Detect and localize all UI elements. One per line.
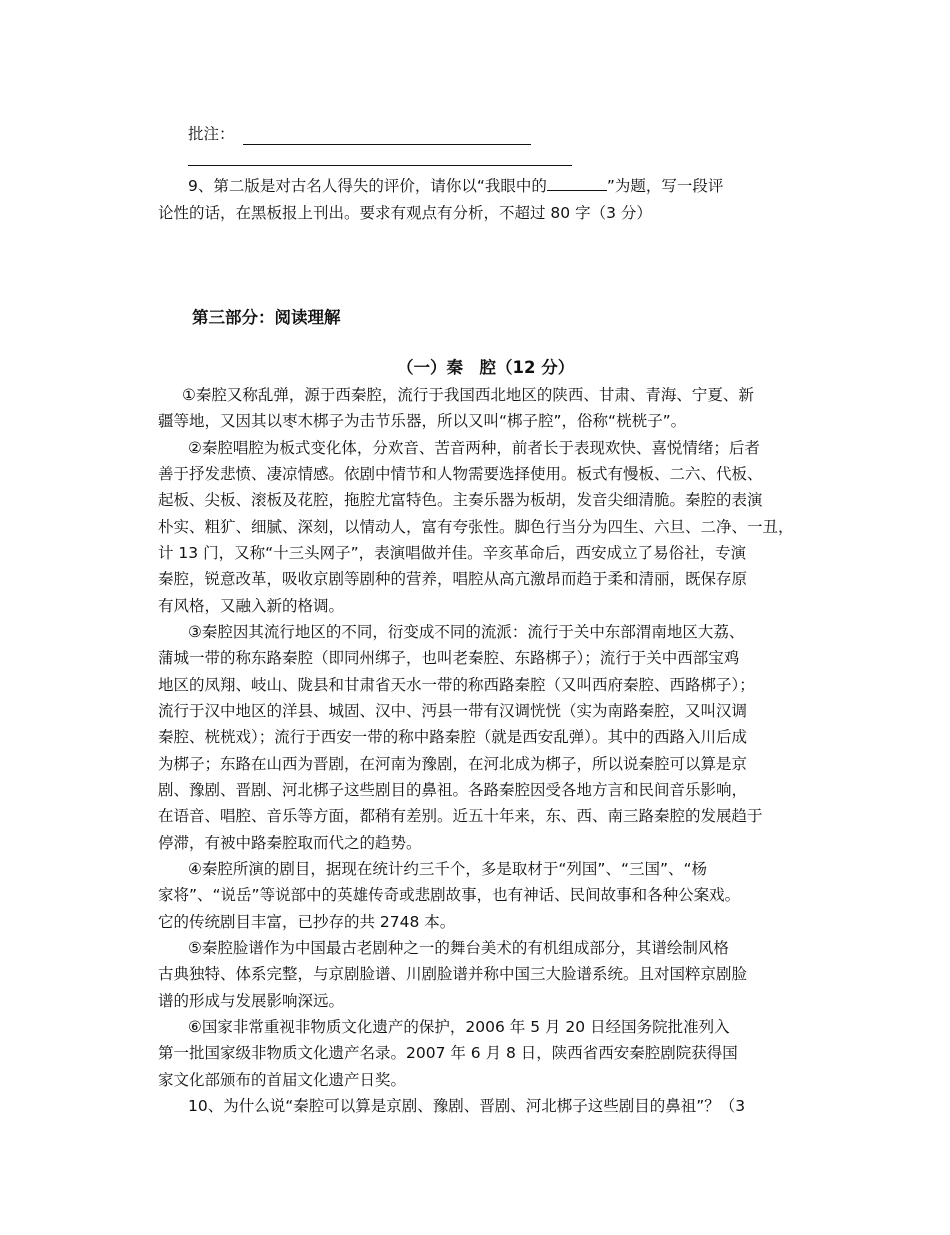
annotation-blank-line-1 — [243, 144, 531, 145]
article-line: 停滞，有被中路秦腔取而代之的趋势。 — [158, 834, 422, 852]
article-line: ④秦腔所演的剧目，据现在统计约三千个，多是取材于“列国”、“三国”、“杨 — [188, 860, 708, 878]
question-9-text-a: 9、第二版是对古名人得失的评价，请你以“我眼中的 — [188, 177, 547, 195]
article-line: 秦腔、桄桄戏）；流行于西安一带的称中路秦腔（就是西安乱弹）。其中的西路入川后成 — [158, 728, 748, 746]
article-line: ⑤秦腔脸谱作为中国最古老剧种之一的舞台美术的有机组成部分，其谱绘制风格 — [188, 939, 729, 957]
article-line: 古典独特、体系完整，与京剧脸谱、川剧脸谱并称中国三大脸谱系统。且对国粹京剧脸 — [158, 965, 748, 983]
article-line: 有风格，又融入新的格调。 — [158, 597, 345, 615]
article-line: ③秦腔因其流行地区的不同，衍变成不同的流派：流行于关中东部渭南地区大荔、 — [188, 623, 745, 641]
article-line: 疆等地，又因其以枣木梆子为击节乐器，所以又叫“梆子腔”，俗称“桄桄子”。 — [158, 412, 687, 430]
article-line: 谱的形成与发展影响深远。 — [158, 992, 345, 1010]
article-line: 第一批国家级非物质文化遗产名录。2007 年 6 月 8 日，陕西省西安秦腔剧院获得国 — [158, 1044, 738, 1062]
article-line: 家文化部颁布的首届文化遗产日奖。 — [158, 1071, 407, 1089]
question-9-title-blank — [547, 176, 607, 191]
article-line: 它的传统剧目丰富，已抄存的共 2748 本。 — [158, 913, 456, 931]
article-line: ⑥国家非常重视非物质文化遗产的保护，2006 年 5 月 20 日经国务院批准列入 — [188, 1018, 730, 1036]
article-line: ②秦腔唱腔为板式变化体，分欢音、苦音两种，前者长于表现欢快、喜悦情绪；后者 — [188, 439, 760, 457]
article-line: 家将”、“说岳”等说部中的英雄传奇或悲剧故事，也有神话、民间故事和各种公案戏。 — [158, 886, 741, 904]
question-10-line: 10、为什么说“秦腔可以算是京剧、豫剧、晋剧、河北梆子这些剧目的鼻祖”？（3 — [188, 1097, 746, 1115]
article-line: 剧、豫剧、晋剧、河北梆子这些剧目的鼻祖。各路秦腔因受各地方言和民间音乐影响， — [158, 781, 748, 799]
article-line: 起板、尖板、滚板及花腔，拖腔尤富特色。主奏乐器为板胡，发音尖细清脆。秦腔的表演 — [158, 491, 763, 509]
article-line: ①秦腔又称乱弹，源于西秦腔，流行于我国西北地区的陕西、甘肃、青海、宁夏、新 — [182, 386, 754, 404]
annotation-label: 批注： — [188, 125, 235, 143]
article-line: 善于抒发悲愤、凄凉情感。依剧中情节和人物需要选择使用。板式有慢板、二六、代板、 — [158, 465, 763, 483]
article-line: 计 13 门，又称“十三头网子”，表演唱做并佳。辛亥革命后，西安成立了易俗社，专演 — [158, 544, 747, 562]
part-3-title: 第三部分：阅读理解 — [192, 308, 341, 327]
article-line: 蒲城一带的称东路秦腔（即同州绑子，也叫老秦腔、东路梆子）；流行于关中西部宝鸡 — [158, 649, 740, 667]
article-line: 秦腔，锐意改革，吸收京剧等剧种的营养，唱腔从高亢激昂而趋于柔和清丽，既保存原 — [158, 570, 748, 588]
article-title: （一）秦 腔（12 分） — [397, 358, 575, 377]
question-9-text-b: ”为题，写一段评 — [606, 177, 724, 195]
article-line: 地区的凤翔、岐山、陇县和甘肃省天水一带的称西路秦腔（又叫西府秦腔、西路梆子）； — [158, 676, 755, 694]
question-9-line-2: 论性的话，在黑板报上刊出。要求有观点有分析，不超过 80 字（3 分） — [158, 204, 652, 222]
article-line: 朴实、粗犷、细腻、深刻，以情动人，富有夸张性。脚色行当分为四生、六旦、二净、一丑， — [158, 518, 794, 536]
article-line: 流行于汉中地区的洋县、城固、汉中、沔县一带有汉调恍恍（实为南路秦腔，又叫汉调 — [158, 702, 748, 720]
article-line: 在语音、唱腔、音乐等方面，都稍有差别。近五十年来，东、西、南三路秦腔的发展趋于 — [158, 807, 763, 825]
question-9-line-1 — [188, 176, 723, 196]
annotation-blank-line-2 — [188, 165, 572, 166]
article-line: 为梆子；东路在山西为晋剧，在河南为豫剧，在河北成为梆子，所以说秦腔可以算是京 — [158, 755, 748, 773]
